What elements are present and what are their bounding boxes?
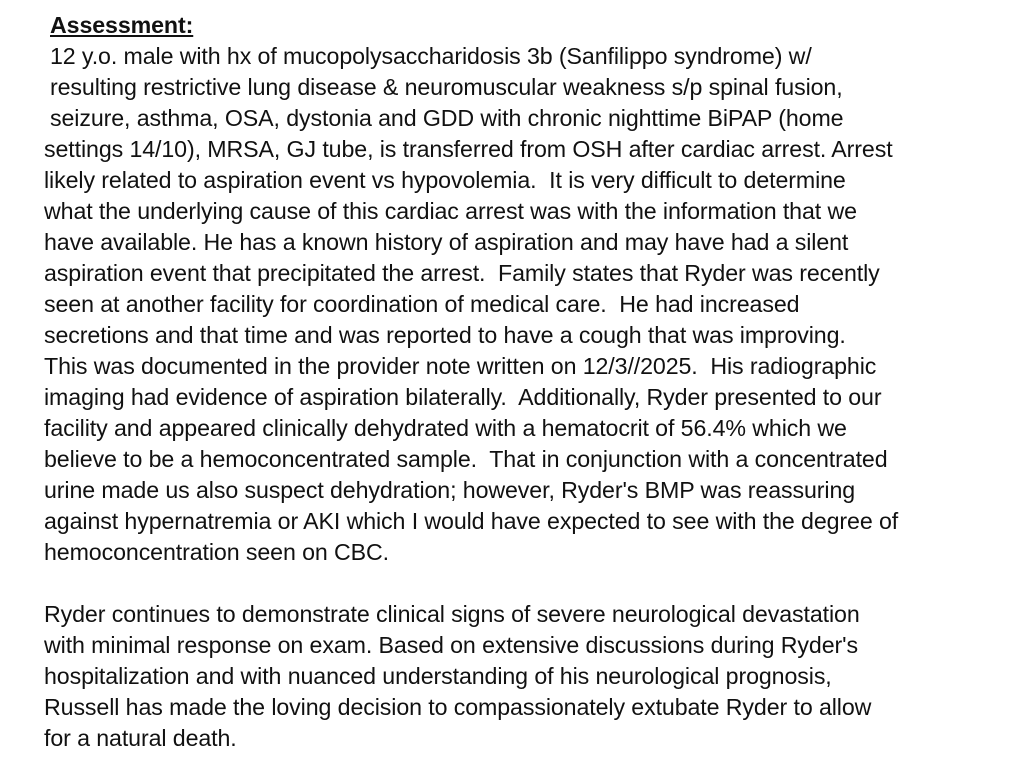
text-line: aspiration event that precipitated the arrest. Family states that Ryder was recently xyxy=(44,260,880,286)
text-line: facility and appeared clinically dehydrated with a hematocrit of 56.4% which we xyxy=(44,415,847,441)
text-line: for a natural death. xyxy=(44,725,237,751)
text-line: seizure, asthma, OSA, dystonia and GDD with chronic nighttime BiPAP (home xyxy=(50,105,844,131)
assessment-heading: Assessment: xyxy=(50,12,194,38)
text-line: have available. He has a known history of aspiration and may have had a silent xyxy=(44,229,849,255)
text-line: with minimal response on exam. Based on extensive discussions during Ryder's xyxy=(44,632,858,658)
text-line: hemoconcentration seen on CBC. xyxy=(44,539,390,565)
text-line: This was documented in the provider note written on 12/3//2025. His radiographic xyxy=(44,353,877,379)
paragraph-spacer xyxy=(44,568,1009,599)
assessment-note xyxy=(44,10,1009,754)
text-line: seen at another facility for coordination of medical care. He had increased xyxy=(44,291,800,317)
text-line: likely related to aspiration event vs hypovolemia. It is very difficult to determine xyxy=(44,167,846,193)
text-line: against hypernatremia or AKI which I would have expected to see with the degree of xyxy=(44,508,899,534)
text-line: believe to be a hemoconcentrated sample. That in conjunction with a concentrated xyxy=(44,446,888,472)
text-line: Ryder continues to demonstrate clinical signs of severe neurological devastation xyxy=(44,601,860,627)
text-line: secretions and that time and was reported to have a cough that was improving. xyxy=(44,322,846,348)
text-line: resulting restrictive lung disease & neuromuscular weakness s/p spinal fusion, xyxy=(50,74,843,100)
text-line: imaging had evidence of aspiration bilaterally. Additionally, Ryder presented to our xyxy=(44,384,882,410)
text-line: hospitalization and with nuanced understanding of his neurological prognosis, xyxy=(44,663,832,689)
text-line: Russell has made the loving decision to compassionately extubate Ryder to allow xyxy=(44,694,872,720)
assessment-paragraph-1 xyxy=(44,41,1009,568)
assessment-paragraph-2 xyxy=(44,599,1009,754)
text-line: 12 y.o. male with hx of mucopolysaccharidosis 3b (Sanfilippo syndrome) w/ xyxy=(50,43,812,69)
text-line: settings 14/10), MRSA, GJ tube, is transferred from OSH after cardiac arrest. Arrest xyxy=(44,136,893,162)
text-line: urine made us also suspect dehydration; however, Ryder's BMP was reassuring xyxy=(44,477,856,503)
text-line: what the underlying cause of this cardiac arrest was with the information that we xyxy=(44,198,857,224)
